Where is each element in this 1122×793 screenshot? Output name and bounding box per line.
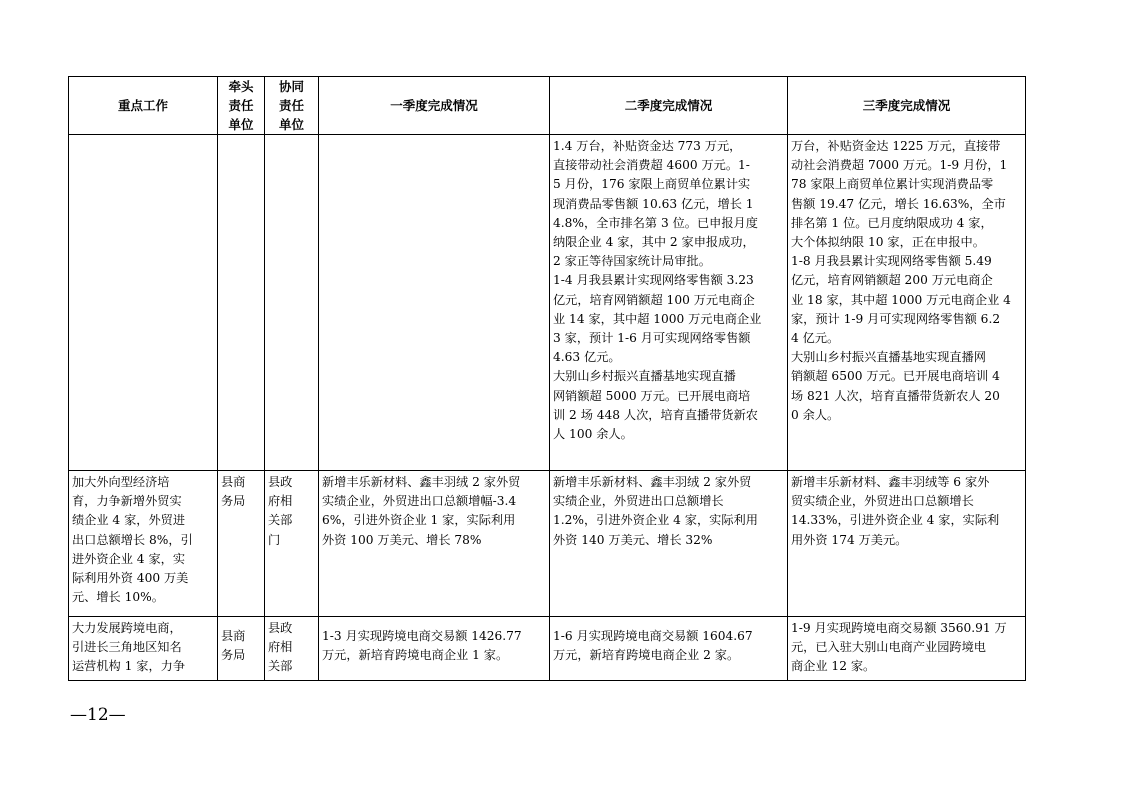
cell-q1: 新增丰乐新材料、鑫丰羽绒 2 家外贸 实绩企业，外贸进出口总额增幅-3.4 6%，引进外资企业 1 家，实际利用 外资 100 万美元、增长 78% <box>319 471 550 617</box>
table-header-row <box>69 77 1026 135</box>
cell-lead-unit: 县商 务局 <box>218 617 265 681</box>
cell-key-work: 大力发展跨境电商， 引进长三角地区知名 运营机构 1 家，力争 <box>69 617 218 681</box>
cell-key-work: 加大外向型经济培 育，力争新增外贸实 绩企业 4 家，外贸进 出口总额增长 8%，引 进外资企业 4 家，实 际利用外资 400 万美 元、增长 10%。 <box>69 471 218 617</box>
work-progress-table <box>68 76 1026 681</box>
cell-q2: 1-6 月实现跨境电商交易额 1604.67 万元，新培育跨境电商企业 2 家。 <box>550 617 788 681</box>
cell-q3: 新增丰乐新材料、鑫丰羽绒等 6 家外 贸实绩企业，外贸进出口总额增长 14.33%，引进外资企业 4 家，实际利 用外资 174 万美元。 <box>788 471 1026 617</box>
header-coop-unit: 协同 责任 单位 <box>265 77 319 135</box>
cell-q2: 1.4 万台，补贴资金达 773 万元， 直接带动社会消费超 4600 万元。1- 5 月份，176 家限上商贸单位累计实 现消费品零售额 10.63 亿元，增长 1 4.8%，全市排名第 3 位。已申报月度 纳限企业 4 家，其中 2 家申报成功， 2 家正等待国家统计局审批。 1-4 月我县累计实现网络零售额 3.23 亿元，培育网销额超 100 万元电商企 业 14 家，其中超 1000 万元电商企业 3 家，预计 1-6 月可实现网络零售额 4.63 亿元。 大别山乡村振兴直播基地实现直播 网销额超 5000 万元。已开展电商培 训 2 场 448 人次，培育直播带货新农 人 100 余人。 <box>550 135 788 471</box>
header-key-work: 重点工作 <box>69 77 218 135</box>
cell-coop-unit: 县政 府相 关部 <box>265 617 319 681</box>
header-lead-unit: 牵头 责任 单位 <box>218 77 265 135</box>
cell-q1 <box>319 135 550 471</box>
cell-coop-unit: 县政 府相 关部 门 <box>265 471 319 617</box>
cell-lead-unit <box>218 135 265 471</box>
page-number: —12— <box>70 705 126 725</box>
cell-key-work <box>69 135 218 471</box>
cell-lead-unit: 县商 务局 <box>218 471 265 617</box>
cell-q2: 新增丰乐新材料、鑫丰羽绒 2 家外贸 实绩企业，外贸进出口总额增长 1.2%，引进外资企业 4 家，实际利用 外资 140 万美元、增长 32% <box>550 471 788 617</box>
cell-q1: 1-3 月实现跨境电商交易额 1426.77 万元，新培育跨境电商企业 1 家。 <box>319 617 550 681</box>
cell-q3: 1-9 月实现跨境电商交易额 3560.91 万 元，已入驻大别山电商产业园跨境电 商企业 12 家。 <box>788 617 1026 681</box>
header-q2: 二季度完成情况 <box>550 77 788 135</box>
cell-coop-unit <box>265 135 319 471</box>
cell-q3: 万台，补贴资金达 1225 万元，直接带 动社会消费超 7000 万元。1-9 月份，1 78 家限上商贸单位累计实现消费品零 售额 19.47 亿元，增长 16.63%，全市 排名第 1 位。已月度纳限成功 4 家， 大个体拟纳限 10 家，正在申报中。 1-8 月我县累计实现网络零售额 5.49 亿元，培育网销额超 200 万元电商企 业 18 家，其中超 1000 万元电商企业 4 家，预计 1-9 月可实现网络零售额 6.2 4 亿元。 大别山乡村振兴直播基地实现直播网 销额超 6500 万元。已开展电商培训 4 场 821 人次，培育直播带货新农人 20 0 余人。 <box>788 135 1026 471</box>
header-q3: 三季度完成情况 <box>788 77 1026 135</box>
table-row <box>69 471 1026 617</box>
table-row <box>69 617 1026 681</box>
header-q1: 一季度完成情况 <box>319 77 550 135</box>
table-row <box>69 135 1026 471</box>
